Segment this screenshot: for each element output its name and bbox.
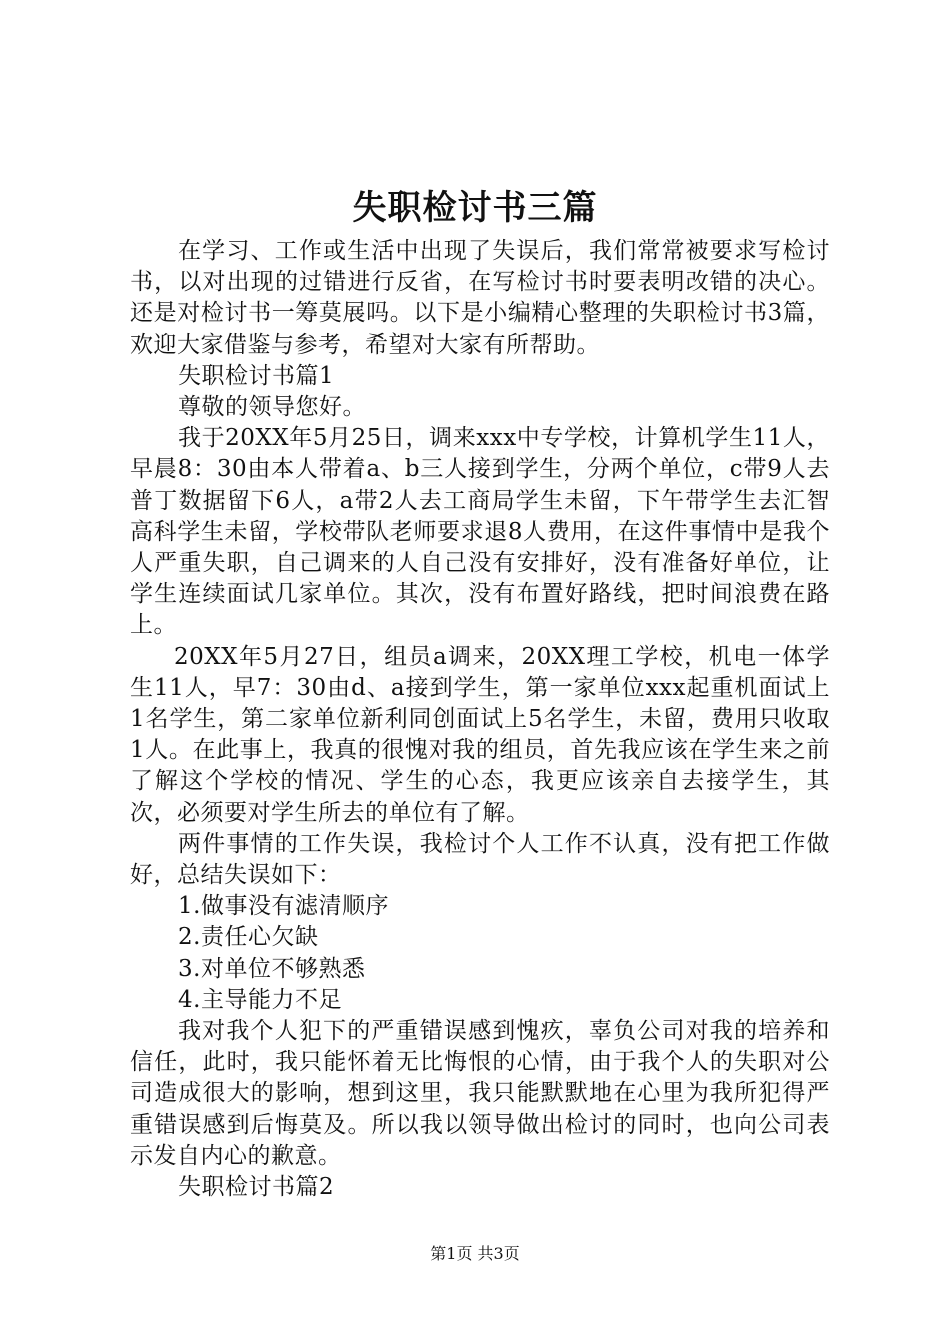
incident-paragraph-2: 20XX年5月27日，组员a调来，20XX理工学校，机电一体学生11人，早7：30由d、a接到学生，第一家单位xxx起重机面试上1名学生，第二家单位新利同创面试上5名学生，未留，费用只收取1人。在此事上，我真的很愧对我的组员，首先我应该在学生来之前了解这个学校的情况、学生的心态，我更应该亲自去接学生，其次，必须要对学生所去的单位有了解。 bbox=[130, 643, 830, 826]
summary-paragraph: 两件事情的工作失误，我检讨个人工作不认真，没有把工作做好，总结失误如下： bbox=[130, 830, 830, 889]
page-number: 第1页 共3页 bbox=[430, 1244, 520, 1263]
section-heading-1: 失职检讨书篇1 bbox=[178, 362, 335, 389]
document-body bbox=[130, 236, 830, 1203]
list-item: 2.责任心欠缺 bbox=[178, 924, 319, 951]
incident-paragraph-1: 我于20XX年5月25日，调来xxx中专学校，计算机学生11人，早晨8：30由本人带着a、b三人接到学生，分两个单位，c带9人去普丁数据留下6人，a带2人去工商局学生未留，下午带学生去汇智高科学生未留，学校带队老师要求退8人费用，在这件事情中是我个人严重失职，自己调来的人自己没有安排好，没有准备好单位，让学生连续面试几家单位。其次，没有布置好路线，把时间浪费在路上。 bbox=[130, 425, 830, 639]
section-heading-2: 失职检讨书篇2 bbox=[178, 1174, 335, 1201]
document-title: 失职检讨书三篇 bbox=[352, 188, 598, 228]
intro-paragraph: 在学习、工作或生活中出现了失误后，我们常常被要求写检讨书，以对出现的过错进行反省，在写检讨书时要表明改错的决心。还是对检讨书一筹莫展吗。以下是小编精心整理的失职检讨书3篇，欢迎大家借鉴与参考，希望对大家有所帮助。 bbox=[130, 238, 830, 358]
list-item: 3.对单位不够熟悉 bbox=[178, 955, 366, 982]
apology-paragraph: 我对我个人犯下的严重错误感到愧疚，辜负公司对我的培养和信任，此时，我只能怀着无比悔恨的心情，由于我个人的失职对公司造成很大的影响，想到这里，我只能默默地在心里为我所犯得严重错误感到后悔莫及。所以我以领导做出检讨的同时，也向公司表示发自内心的歉意。 bbox=[130, 1018, 830, 1169]
salutation: 尊敬的领导您好。 bbox=[178, 394, 366, 421]
list-item: 4.主导能力不足 bbox=[178, 986, 342, 1013]
list-item: 1.做事没有滤清顺序 bbox=[178, 893, 389, 920]
